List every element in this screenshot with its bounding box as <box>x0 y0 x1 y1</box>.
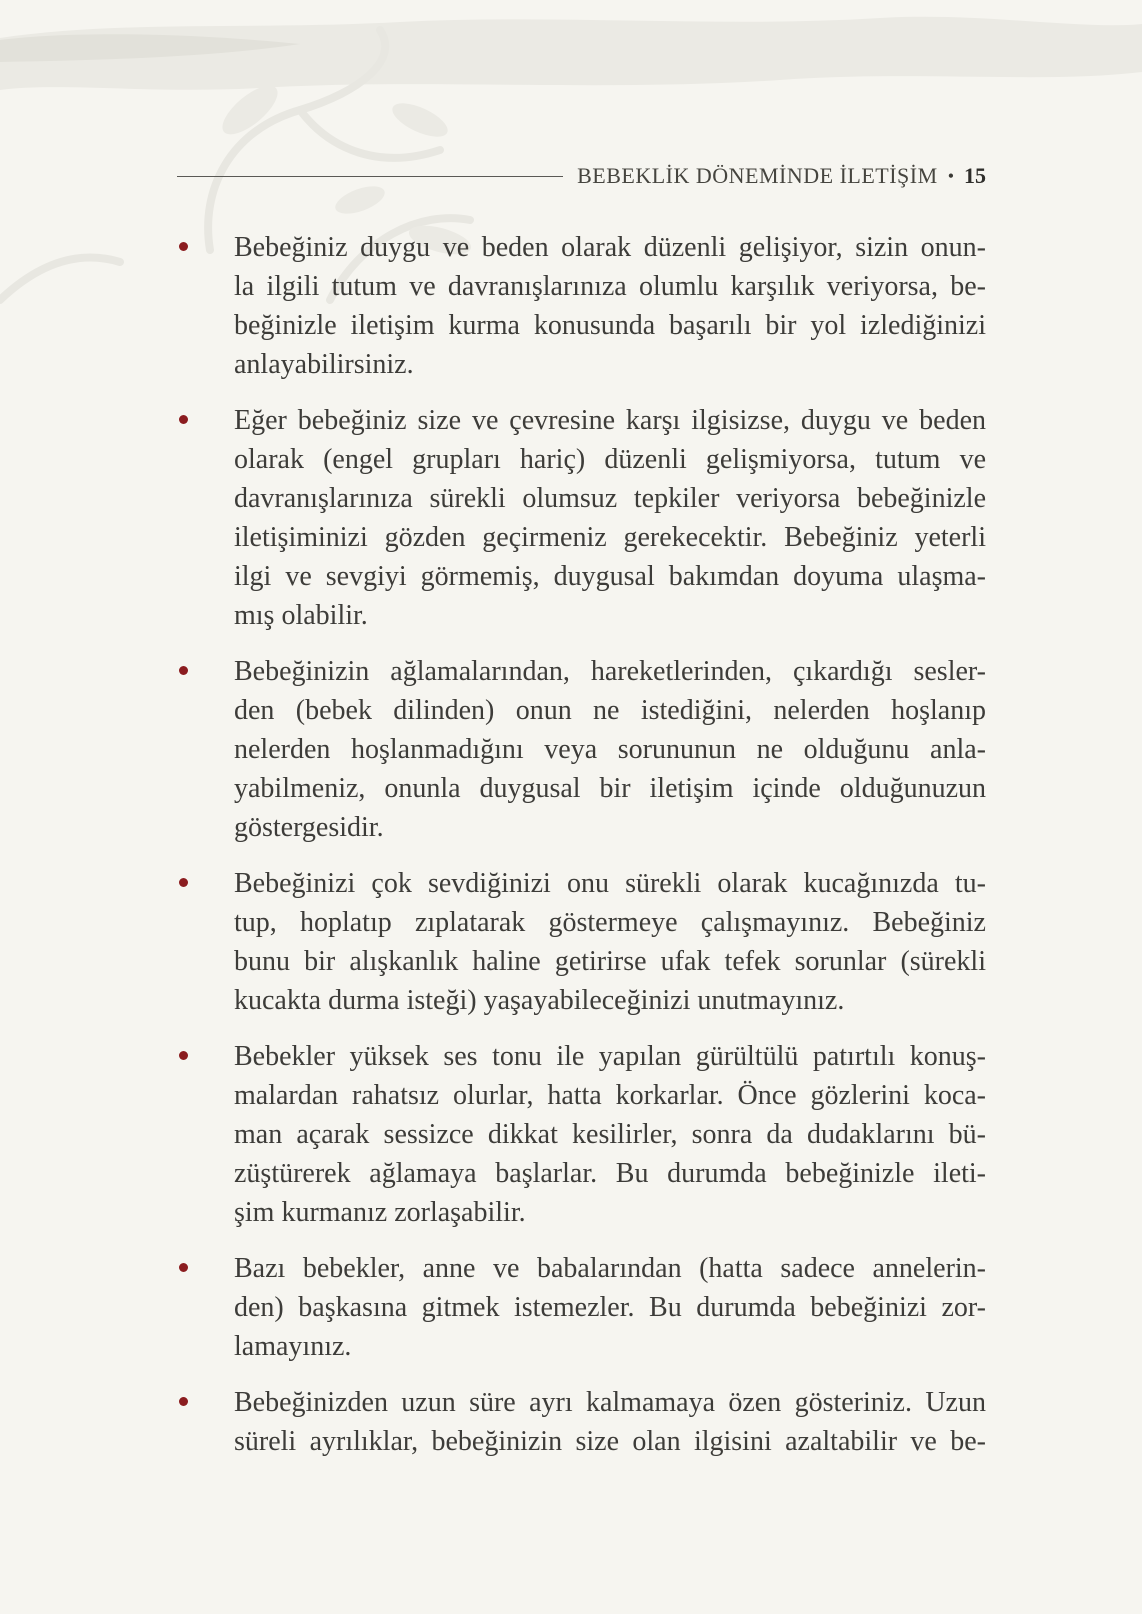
text-line: Bebeğiniz duygu ve beden olarak düzenli gelişiyor, sizin onun- <box>234 232 986 263</box>
text-line: Bebeğinizi çok sevdiğinizi onu sürekli olarak kucağınızda tu- <box>234 868 986 899</box>
text-line: züştürerek ağlamaya başlarlar. Bu durumda bebeğinizle ileti- <box>234 1158 986 1189</box>
text-line: süreli ayrılıklar, bebeğinizin size olan ilgisini azaltabilir ve be- <box>234 1426 986 1457</box>
text-line: den) başkasına gitmek istemezler. Bu durumda bebeğinizi zor- <box>234 1292 986 1323</box>
text-line: nelerden hoşlanmadığını veya sorununun ne olduğunu anla- <box>234 734 986 765</box>
bullet-item <box>179 1249 986 1366</box>
text-line: anlayabilirsiniz. <box>234 349 414 380</box>
bullet-marker <box>179 415 188 424</box>
bullet-item <box>179 401 986 635</box>
text-line: bunu bir alışkanlık haline getirirse ufak tefek sorunlar (sürekli <box>234 946 986 977</box>
bullet-paragraph <box>234 1249 986 1366</box>
text-line: Eğer bebeğiniz size ve çevresine karşı ilgisizse, duygu ve beden <box>234 405 986 436</box>
text-line: lamayınız. <box>234 1331 352 1362</box>
text-line: Bebeğinizden uzun süre ayrı kalmamaya özen gösteriniz. Uzun <box>234 1387 986 1418</box>
header-separator: • <box>947 166 954 186</box>
text-line: ilgi ve sevgiyi görmemiş, duygusal bakımdan doyuma ulaşma- <box>234 561 986 592</box>
bullet-paragraph <box>234 1383 986 1461</box>
bullet-item <box>179 864 986 1020</box>
bullet-paragraph <box>234 652 986 847</box>
bullet-item <box>179 228 986 384</box>
header-rule <box>177 176 563 177</box>
bullet-paragraph <box>234 1037 986 1232</box>
section-title: BEBEKLİK DÖNEMİNDE İLETİŞİM <box>577 163 938 188</box>
bullet-item <box>179 652 986 847</box>
text-line: şim kurmanız zorlaşabilir. <box>234 1197 526 1228</box>
bullet-paragraph <box>234 401 986 635</box>
bullet-item <box>179 1383 986 1461</box>
bullet-list <box>179 228 986 1478</box>
bullet-marker <box>179 1263 188 1272</box>
text-line: malardan rahatsız olurlar, hatta korkarlar. Önce gözlerini koca- <box>234 1080 986 1111</box>
text-line: la ilgili tutum ve davranışlarınıza olumlu karşılık veriyorsa, be- <box>234 271 986 302</box>
bullet-marker <box>179 242 188 251</box>
text-line: davranışlarınıza sürekli olumsuz tepkiler veriyorsa bebeğinizle <box>234 483 986 514</box>
text-line: mış olabilir. <box>234 600 368 631</box>
text-line: iletişiminizi gözden geçirmeniz gerekecektir. Bebeğiniz yeterli <box>234 522 986 553</box>
text-line: Bazı bebekler, anne ve babalarından (hatta sadece annelerin- <box>234 1253 986 1284</box>
bullet-marker <box>179 1397 188 1406</box>
bullet-marker <box>179 666 188 675</box>
bullet-paragraph <box>234 228 986 384</box>
text-line: kucakta durma isteği) yaşayabileceğinizi unutmayınız. <box>234 985 845 1016</box>
text-line: yabilmeniz, onunla duygusal bir iletişim içinde olduğunuzun <box>234 773 986 804</box>
text-line: olarak (engel grupları hariç) düzenli gelişmiyorsa, tutum ve <box>234 444 986 475</box>
bullet-marker <box>179 878 188 887</box>
page-number: 15 <box>964 163 986 188</box>
text-line: göstergesidir. <box>234 812 384 843</box>
bullet-paragraph <box>234 864 986 1020</box>
text-line: Bebeğinizin ağlamalarından, hareketlerinden, çıkardığı sesler- <box>234 656 986 687</box>
text-line: Bebekler yüksek ses tonu ile yapılan gürültülü patırtılı konuş- <box>234 1041 986 1072</box>
text-line: beğinizle iletişim kurma konusunda başarılı bir yol izlediğinizi <box>234 310 986 341</box>
bullet-item <box>179 1037 986 1232</box>
text-line: tup, hoplatıp zıplatarak göstermeye çalışmayınız. Bebeğiniz <box>234 907 986 938</box>
bullet-marker <box>179 1051 188 1060</box>
text-line: man açarak sessizce dikkat kesilirler, sonra da dudaklarını bü- <box>234 1119 986 1150</box>
running-header <box>177 160 986 192</box>
text-line: den (bebek dilinden) onun ne istediğini, nelerden hoşlanıp <box>234 695 986 726</box>
